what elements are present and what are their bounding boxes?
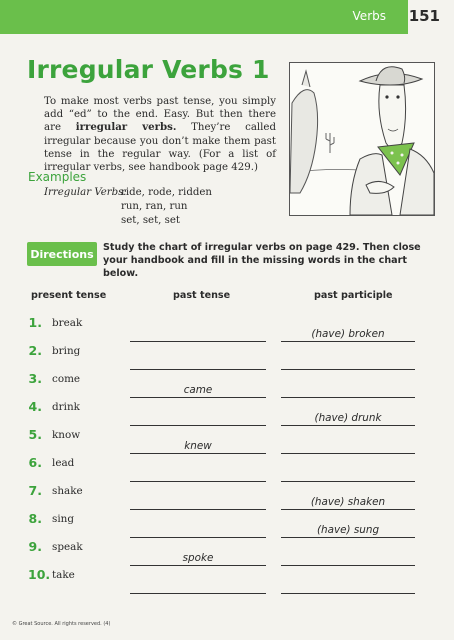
cowboy-illustration (289, 62, 435, 216)
intro-text-2: They’re called irregular because you don’t make them past tense in the regular way. (For a list of irregular verbs, see handbook page 429.) (44, 122, 276, 174)
row-number: 7. (28, 483, 42, 498)
directions-text: Study the chart of irregular verbs on page 429. Then close your handbook and fill in the missing words in the chart below. (103, 242, 421, 279)
row-number: 10. (28, 567, 51, 582)
row-number: 3. (28, 371, 42, 386)
column-header-participle: past participle (314, 290, 393, 301)
past-tense-blank[interactable] (130, 524, 266, 538)
row-number: 9. (28, 539, 42, 554)
present-tense-word: lead (52, 457, 75, 469)
row-number: 6. (28, 455, 42, 470)
header-bar (0, 0, 454, 34)
intro-text-1: To make most verbs past tense, you simply add “ed” to the end. Easy. But then there are (44, 96, 276, 134)
column-header-present: present tense (31, 290, 107, 301)
header-green-band (0, 0, 408, 34)
present-tense-word: sing (52, 513, 74, 525)
row-number: 4. (28, 399, 42, 414)
row-number: 2. (28, 343, 42, 358)
past-participle-blank[interactable]: (have) drunk (281, 412, 415, 426)
past-participle-blank[interactable] (281, 384, 415, 398)
copyright-footer: © Great Source. All rights reserved. (4) (12, 621, 111, 627)
example-line: set, set, set (121, 215, 181, 226)
present-tense-word: drink (52, 401, 80, 413)
past-participle-blank[interactable] (281, 468, 415, 482)
past-tense-blank[interactable]: spoke (130, 552, 266, 566)
directions-badge: Directions (27, 242, 97, 266)
present-tense-word: speak (52, 541, 83, 553)
present-tense-word: know (52, 429, 81, 441)
verb-row (0, 565, 454, 598)
past-participle-blank[interactable] (281, 580, 415, 594)
intro-bold-term: irregular verbs. (75, 121, 177, 134)
examples-label: Irregular Verbs: (44, 187, 127, 198)
cowboy-drawing-icon (290, 63, 434, 215)
row-number: 5. (28, 427, 42, 442)
past-participle-blank[interactable] (281, 440, 415, 454)
past-tense-blank[interactable] (130, 328, 266, 342)
column-header-past: past tense (173, 290, 231, 301)
past-tense-blank[interactable]: came (130, 384, 266, 398)
past-participle-blank[interactable] (281, 552, 415, 566)
past-tense-blank[interactable] (130, 356, 266, 370)
past-tense-blank[interactable] (130, 496, 266, 510)
past-tense-blank[interactable] (130, 580, 266, 594)
page-title: Irregular Verbs 1 (27, 55, 270, 84)
present-tense-word: take (52, 569, 75, 581)
past-participle-blank[interactable]: (have) sung (281, 524, 415, 538)
present-tense-word: shake (52, 485, 83, 497)
section-label: Verbs (352, 9, 386, 23)
past-tense-blank[interactable] (130, 412, 266, 426)
examples-heading: Examples (28, 170, 87, 184)
present-tense-word: bring (52, 345, 81, 357)
past-participle-blank[interactable]: (have) shaken (281, 496, 415, 510)
example-line: run, ran, run (121, 201, 188, 212)
past-tense-blank[interactable]: knew (130, 440, 266, 454)
example-line: ride, rode, ridden (121, 187, 212, 198)
page-number: 151 (408, 7, 440, 25)
past-participle-blank[interactable] (281, 356, 415, 370)
past-participle-blank[interactable]: (have) broken (281, 328, 415, 342)
present-tense-word: come (52, 373, 81, 385)
row-number: 1. (28, 315, 42, 330)
row-number: 8. (28, 511, 42, 526)
intro-paragraph (44, 95, 276, 174)
past-tense-blank[interactable] (130, 468, 266, 482)
present-tense-word: break (52, 317, 83, 329)
